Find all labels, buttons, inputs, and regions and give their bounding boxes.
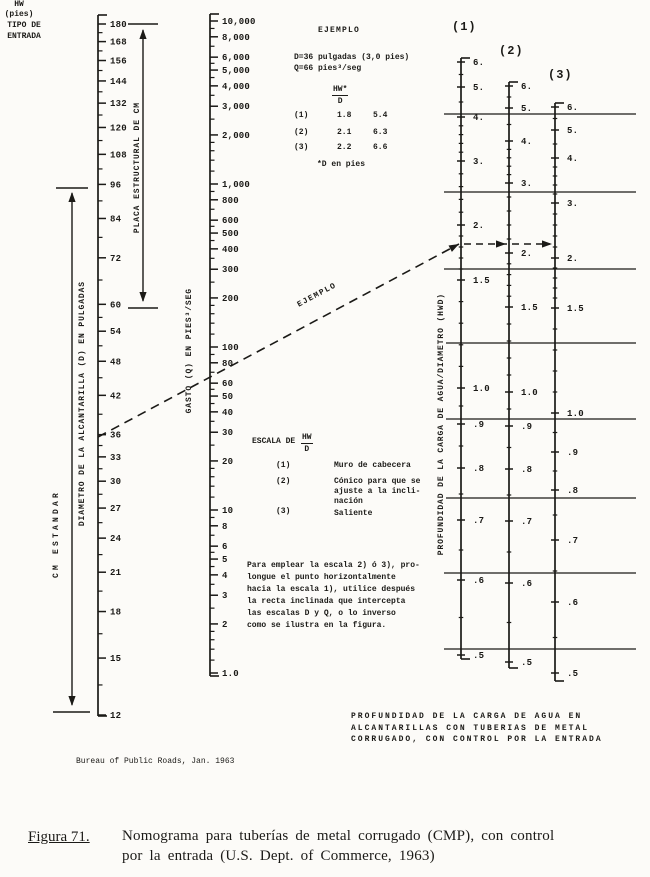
bracket-arrow-up <box>139 29 146 39</box>
caption-figure-number: Figura 71. <box>28 829 90 845</box>
legend-line: Cónico para que se <box>334 477 421 486</box>
discharge-tick-label: 1,000 <box>222 180 251 190</box>
discharge-tick-label: 200 <box>222 293 239 304</box>
hw1-tick-label: 2. <box>473 221 485 231</box>
hw1-tick-label: 3. <box>473 157 485 167</box>
diameter-tick-label: 96 <box>110 180 122 191</box>
diameter-tick-label: 30 <box>110 477 122 488</box>
diameter-tick-label: 120 <box>110 123 127 134</box>
diameter-tick-label: 18 <box>110 607 122 618</box>
discharge-tick-label: 40 <box>222 407 234 418</box>
discharge-tick-label: 5,000 <box>222 66 251 77</box>
hw1-tick-label: 4. <box>473 113 485 123</box>
legend-item-key: (3) <box>276 507 291 516</box>
instruction-line: las escalas D y Q, o lo inverso <box>247 609 396 618</box>
diameter-tick-label: 156 <box>110 56 127 67</box>
discharge-tick-label: 30 <box>222 428 234 439</box>
discharge-tick-label: 10,000 <box>222 17 256 27</box>
bracket-arrow-up <box>68 192 75 202</box>
legend-scale-title: ESCALA DE <box>252 437 296 446</box>
discharge-tick-label: 1.0 <box>222 669 239 679</box>
hw1-tick-label: 1.5 <box>473 276 490 286</box>
row-hw: 6.6 <box>373 143 388 152</box>
hw2-tick-label: .8 <box>521 465 533 475</box>
discharge-tick-label: 10 <box>222 506 234 516</box>
discharge-tick-label: 600 <box>222 216 239 227</box>
diameter-tick-label: 144 <box>110 76 127 87</box>
hw-header-bottom: (pies) <box>4 10 34 19</box>
hw-header-top: HW <box>14 0 24 9</box>
hw3-tick-label: 1.0 <box>567 409 584 419</box>
scale1-header: (1) <box>452 20 477 34</box>
hw2-tick-label: 3. <box>521 179 533 189</box>
hw2-tick-label: .5 <box>521 658 533 668</box>
example-horizontal-arrow <box>542 240 552 247</box>
discharge-tick-label: 8 <box>222 521 228 532</box>
row-key: (2) <box>294 128 309 137</box>
discharge-tick-label: 20 <box>222 456 234 467</box>
hw2-tick-label: 4. <box>521 137 533 147</box>
row-hwd: 1.8 <box>337 111 352 120</box>
example-heading: EJEMPLO <box>318 26 361 35</box>
instruction-line: longue el punto horizontalmente <box>247 573 396 582</box>
diameter-tick-label: 132 <box>110 99 127 110</box>
legend-line: nación <box>334 497 363 506</box>
diameter-tick-label: 180 <box>110 20 127 30</box>
discharge-tick-label: 50 <box>222 392 234 403</box>
hw3-tick-label: 5. <box>567 126 579 136</box>
discharge-tick-label: 5 <box>222 555 228 566</box>
instruction-line: hacia la escala 1), utilice después <box>247 585 416 594</box>
row-key: (1) <box>294 111 309 120</box>
discharge-tick-label: 300 <box>222 265 239 276</box>
caption-text-line1: Nomograma para tuberías de metal corrugado (CMP), con control <box>122 828 555 844</box>
legend-item-key: (1) <box>276 461 291 470</box>
instruction-line: Para emplear la escala 2) ó 3), pro- <box>247 561 420 570</box>
hw1-tick-label: .5 <box>473 651 485 661</box>
example-diagonal-line <box>98 244 459 437</box>
diameter-tick-label: 36 <box>110 430 122 441</box>
discharge-tick-label: 500 <box>222 229 239 240</box>
hw2-tick-label: .6 <box>521 579 533 589</box>
hw3-tick-label: 2. <box>567 254 579 264</box>
bracket-arrow-down <box>139 292 146 302</box>
hw1-tick-label: .8 <box>473 464 485 474</box>
example-footnote: *D en pies <box>317 160 366 169</box>
legend-item-key: (2) <box>276 477 291 486</box>
hw1-tick-label: 5. <box>473 83 485 93</box>
legend-line: ajuste a la incli- <box>334 487 421 496</box>
hw1-tick-label: .6 <box>473 576 485 586</box>
cm-standard-axis-label: CM ESTANDAR <box>52 490 61 579</box>
type-title-line1: TIPO DE <box>7 21 41 30</box>
diameter-tick-label: 21 <box>110 568 122 579</box>
diameter-tick-label: 84 <box>110 214 122 225</box>
hw2-tick-label: 1.0 <box>521 388 538 398</box>
diameter-tick-label: 108 <box>110 150 127 161</box>
diameter-tick-label: 168 <box>110 37 127 48</box>
diameter-tick-label: 42 <box>110 391 122 402</box>
hw3-tick-label: 6. <box>567 103 579 113</box>
diameter-tick-label: 72 <box>110 253 122 264</box>
hw2-tick-label: 5. <box>521 104 533 114</box>
discharge-tick-label: 3 <box>222 591 228 602</box>
diameter-tick-label: 27 <box>110 504 122 515</box>
hw3-tick-label: .9 <box>567 448 579 458</box>
legend-hwd-fraction <box>301 433 313 454</box>
discharge-tick-label: 4 <box>222 570 228 581</box>
diameter-tick-label: 54 <box>110 327 122 338</box>
figure-title <box>351 711 603 746</box>
instruction-line: como se ilustra en la figura. <box>247 621 387 630</box>
example-table-row <box>294 111 403 121</box>
caption-text-line2: por la entrada (U.S. Dept. of Commerce, 1963) <box>122 848 435 864</box>
hw3-tick-label: 1.5 <box>567 304 584 314</box>
discharge-tick-label: 6 <box>222 542 228 553</box>
hw2-tick-label: .9 <box>521 422 533 432</box>
hw1-tick-label: .7 <box>473 516 485 526</box>
discharge-axis-label: GASTO (Q) EN PIES³/SEG <box>185 288 194 414</box>
scale3-header: (3) <box>548 68 573 82</box>
row-key: (3) <box>294 143 309 152</box>
example-diagonal-arrow <box>449 244 460 252</box>
discharge-tick-label: 100 <box>222 343 239 353</box>
example-hwd-column-header <box>332 85 348 106</box>
hw1-tick-label: 1.0 <box>473 384 490 394</box>
title-line: ALCANTARILLAS CON TUBERIAS DE METAL <box>351 723 590 733</box>
hw2-tick-label: .7 <box>521 517 533 527</box>
row-hwd: 2.1 <box>337 128 352 137</box>
hw1-tick-label: 6. <box>473 58 485 68</box>
fraction-numerator: HW <box>302 433 312 442</box>
fraction-denominator: D <box>337 97 343 106</box>
structural-plate-axis-label: PLACA ESTRUCTURAL DE CM <box>133 99 142 236</box>
diameter-axis-label: DIAMETRO DE LA ALCANTARILLA (D) EN PULGADAS <box>78 281 87 527</box>
hw3-tick-label: 4. <box>567 154 579 164</box>
hw2-tick-label: 1.5 <box>521 303 538 313</box>
hw3-tick-label: 3. <box>567 199 579 209</box>
diameter-tick-label: 12 <box>110 711 122 721</box>
legend-item-label <box>334 477 420 507</box>
row-hw: 6.3 <box>373 128 388 137</box>
source-credit: Bureau of Public Roads, Jan. 1963 <box>76 757 235 766</box>
scale2-header: (2) <box>499 44 524 58</box>
discharge-tick-label: 8,000 <box>222 32 251 43</box>
row-hw: 5.4 <box>373 111 388 120</box>
bracket-arrow-down <box>68 696 75 706</box>
discharge-tick-label: 2 <box>222 619 228 630</box>
usage-instructions <box>247 560 420 632</box>
row-hwd: 2.2 <box>337 143 352 152</box>
discharge-tick-label: 60 <box>222 379 234 390</box>
example-table-row <box>294 128 403 138</box>
legend-item-label: Muro de cabecera <box>334 461 411 470</box>
title-line: PROFUNDIDAD DE LA CARGA DE AGUA EN <box>351 712 583 721</box>
fraction-numerator: HW* <box>333 85 348 94</box>
hw1-tick-label: .9 <box>473 420 485 430</box>
instruction-line: la recta inclinada que intercepta <box>247 597 406 606</box>
example-given-discharge: Q=66 pies³/seg <box>294 64 362 73</box>
discharge-tick-label: 800 <box>222 195 239 206</box>
title-line: CORRUGADO, CON CONTROL POR LA ENTRADA <box>351 735 603 744</box>
diameter-tick-label: 33 <box>110 452 122 463</box>
diameter-tick-label: 48 <box>110 357 122 368</box>
hw3-tick-label: .8 <box>567 486 579 496</box>
fraction-denominator: D <box>304 445 310 454</box>
diameter-tick-label: 15 <box>110 654 122 665</box>
discharge-tick-label: 80 <box>222 358 234 369</box>
discharge-tick-label: 4,000 <box>222 81 251 92</box>
discharge-tick-label: 2,000 <box>222 130 251 141</box>
discharge-tick-label: 6,000 <box>222 53 251 64</box>
diameter-tick-label: 60 <box>110 300 122 311</box>
example-horizontal-arrow <box>496 240 506 247</box>
discharge-tick-label: 400 <box>222 244 239 255</box>
type-title-line2: ENTRADA <box>7 32 41 41</box>
hw3-tick-label: .5 <box>567 669 579 679</box>
example-given-diameter: D=36 pulgadas (3,0 pies) <box>294 53 410 62</box>
discharge-tick-label: 3,000 <box>222 102 251 113</box>
legend-item-label: Saliente <box>334 509 373 518</box>
example-table-row <box>294 143 403 153</box>
hw3-tick-label: .6 <box>567 598 579 608</box>
hw3-tick-label: .7 <box>567 536 579 546</box>
headwater-ratio-axis-label: PROFUNDIDAD DE LA CARGA DE AGUA/DIAMETRO (HWD) <box>437 293 446 556</box>
hw2-tick-label: 6. <box>521 82 533 92</box>
example-line-label: EJEMPLO <box>295 281 339 310</box>
diameter-tick-label: 24 <box>110 534 122 545</box>
hw2-tick-label: 2. <box>521 249 533 259</box>
